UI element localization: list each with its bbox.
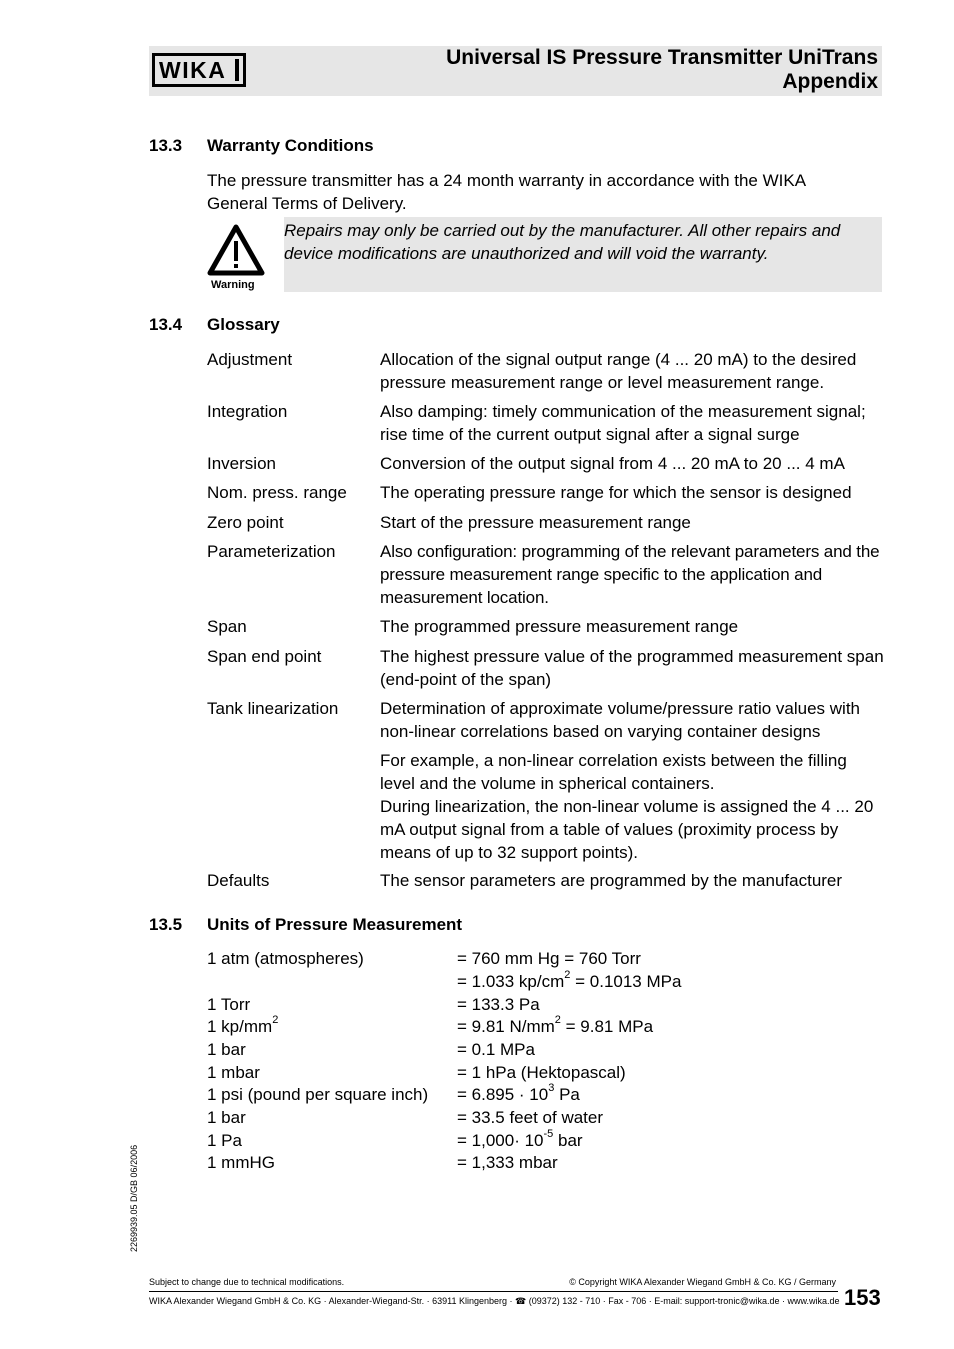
glossary-term: Zero point xyxy=(207,513,284,532)
unit-value: = 33.5 feet of water xyxy=(457,1108,604,1127)
unit-name: 1 psi (pound per square inch) xyxy=(207,1085,429,1104)
unit-name: 1 Torr xyxy=(207,995,251,1014)
glossary-definition: The sensor parameters are programmed by the manufacturer xyxy=(380,871,843,890)
glossary-term: Adjustment xyxy=(207,350,293,369)
unit-name: 1 $kp/mm^2$ xyxy=(207,1014,279,1036)
glossary-term: Nom. press. range xyxy=(207,483,347,502)
section-number-glossary: 13.4 xyxy=(149,315,183,334)
unit-value: = $6.895 \cdot 10^3$ Pa xyxy=(457,1082,580,1104)
unit-value: = 0.1 MPa xyxy=(457,1040,535,1059)
warranty-text: The pressure transmitter has a 24 month warranty in accordance with the WIKA General Terms of Delivery. xyxy=(207,171,806,213)
document-title xyxy=(446,46,878,94)
footer-copyright: © Copyright WIKA Alexander Wiegand GmbH & Co. KG / Germany xyxy=(569,1277,836,1287)
unit-value: = 1,333 mbar xyxy=(457,1153,558,1172)
warning-text: Repairs may only be carried out by the manufacturer. All other repairs and device modifications are unauthorized and will void the warranty. xyxy=(284,221,841,263)
section-number-units: 13.5 xyxy=(149,915,183,934)
section-title-glossary: Glossary xyxy=(207,315,280,334)
glossary-term: Tank linearization xyxy=(207,699,339,718)
wika-logo xyxy=(152,53,246,87)
unit-value: = 1.033 $kp/cm^2 = 0.1013$ MPa xyxy=(457,969,682,991)
unit-name: 1 Pa xyxy=(207,1131,242,1150)
glossary-term: Inversion xyxy=(207,454,276,473)
glossary-definition: Conversion of the output signal from 4 ... 20 mA to 20 ... 4 mA xyxy=(380,454,845,473)
glossary-definition: The highest pressure value of the programmed measurement span (end-point of the span) xyxy=(380,647,884,689)
glossary-term: Span end point xyxy=(207,647,322,666)
unit-name: 1 mbar xyxy=(207,1063,260,1082)
unit-name: 1 bar xyxy=(207,1040,246,1059)
glossary-term: Defaults xyxy=(207,871,270,890)
footer-rule xyxy=(149,1291,838,1292)
logo-bar xyxy=(235,59,239,81)
section-title-warranty: Warranty Conditions xyxy=(207,136,374,155)
glossary-example-text: For example, a non-linear correlation exists between the filling level and the volume in spherical containers. xyxy=(380,751,847,793)
section-number-warranty: 13.3 xyxy=(149,136,183,155)
unit-value: = 1 hPa (Hektopascal) xyxy=(457,1063,626,1082)
glossary-term: Span xyxy=(207,617,247,636)
unit-name: 1 bar xyxy=(207,1108,246,1127)
unit-name: 1 mmHG xyxy=(207,1153,275,1172)
glossary-definition-continued xyxy=(380,749,886,864)
glossary-definition: Start of the pressure measurement range xyxy=(380,513,691,532)
logo-text: WIKA xyxy=(159,57,227,83)
section-title-units: Units of Pressure Measurement xyxy=(207,915,463,934)
title-line-2: Appendix xyxy=(782,70,878,93)
glossary-definition: The programmed pressure measurement range xyxy=(380,617,739,636)
warning-triangle-icon xyxy=(207,224,265,276)
glossary-definition: Also damping: timely communication of the measurement signal; rise time of the current output signal after a signal surge xyxy=(380,402,866,444)
document-code: 2269939.05 D/GB 06/2006 xyxy=(129,1144,139,1252)
unit-value: = 9.81 $N/mm^2 = 9.81$ MPa xyxy=(457,1014,654,1036)
footer-address: WIKA Alexander Wiegand GmbH & Co. KG · Alexander-Wiegand-Str. · 63911 Klingenberg · ☎ (09372) 132 - 710 · Fax - 706 · E-mail: support-tronic@wika.de · www.wika.de xyxy=(149,1296,840,1306)
unit-name: 1 atm (atmospheres) xyxy=(207,949,364,968)
footer-disclaimer: Subject to change due to technical modifications. xyxy=(149,1277,345,1287)
warning-label: Warning xyxy=(211,279,255,291)
glossary-definition: Also configuration: programming of the relevant parameters and the pressure measurement range specific to the application and measurement location. xyxy=(380,542,880,607)
glossary-term: Integration xyxy=(207,402,288,421)
unit-value: = $1,000\cdot 10^{-5}$ bar xyxy=(457,1128,583,1150)
glossary-linearization-text: During linearization, the non-linear volume is assigned the 4 ... 20 mA output signal from a table of values (proximity process by means of up to 32 support points). xyxy=(380,797,874,862)
glossary-definition: Allocation of the signal output range (4 ... 20 mA) to the desired pressure measurement range or level measurement range. xyxy=(380,350,857,392)
title-line-1: Universal IS Pressure Transmitter UniTrans xyxy=(446,46,878,69)
page-number: 153 xyxy=(844,1285,881,1310)
unit-value: = 133.3 Pa xyxy=(457,995,540,1014)
glossary-definition: Determination of approximate volume/pressure ratio values with non-linear correlations based on varying container designs xyxy=(380,699,861,741)
unit-value: = 760 mm Hg = 760 Torr xyxy=(457,949,641,968)
glossary-term: Parameterization xyxy=(207,542,336,561)
glossary-definition: The operating pressure range for which the sensor is designed xyxy=(380,483,852,502)
